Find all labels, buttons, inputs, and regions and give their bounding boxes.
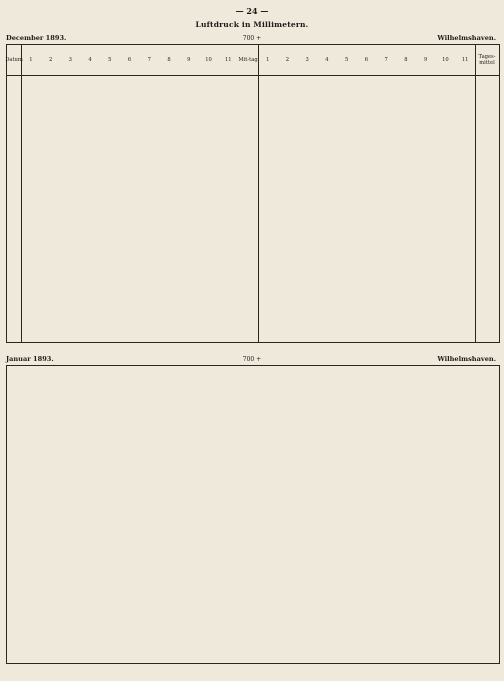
page-number: — 24 — [235,6,269,16]
column-header: 7 [147,57,151,63]
block1-label-offset: 700 + [242,35,262,42]
column-header: 10 [442,57,449,63]
column-header: 8 [167,57,171,63]
column-header: 9 [423,57,428,63]
column-header: 1 [29,57,33,63]
column-header: 1 [266,57,270,63]
column-header: 5 [345,57,349,63]
block2-label-station: Wilhelmshaven. [437,355,496,363]
page-title: Luftdruck in Millimetern. [195,20,309,29]
column-header: Datum [5,57,23,63]
column-header: 11 [224,57,232,63]
column-header: 8 [404,57,408,63]
table-header [7,45,499,76]
table-januar [6,365,500,664]
block1-label-month: December 1893. [6,34,67,42]
column-header: 10 [205,57,212,63]
column-header: 2 [285,57,290,63]
column-header: 4 [325,57,329,63]
block1-label-station: Wilhelmshaven. [437,34,496,42]
column-header: 4 [88,57,92,63]
table-december [6,44,500,343]
column-header: 6 [127,57,132,63]
column-divider [475,45,476,342]
column-header: Mit-tag [238,57,258,63]
column-header: 9 [187,57,191,63]
block2-label-offset: 700 + [242,356,262,363]
block2-label-month: Januar 1893. [6,355,54,363]
column-header: Tages-mittel [478,54,496,66]
column-header: 2 [48,57,53,63]
column-header: 3 [68,57,72,63]
column-divider [21,45,22,342]
column-divider [258,45,259,342]
column-header: 6 [364,57,369,63]
column-header: 5 [108,57,112,63]
column-header: 3 [305,57,309,63]
column-header: 11 [461,57,469,63]
column-header: 7 [384,57,388,63]
